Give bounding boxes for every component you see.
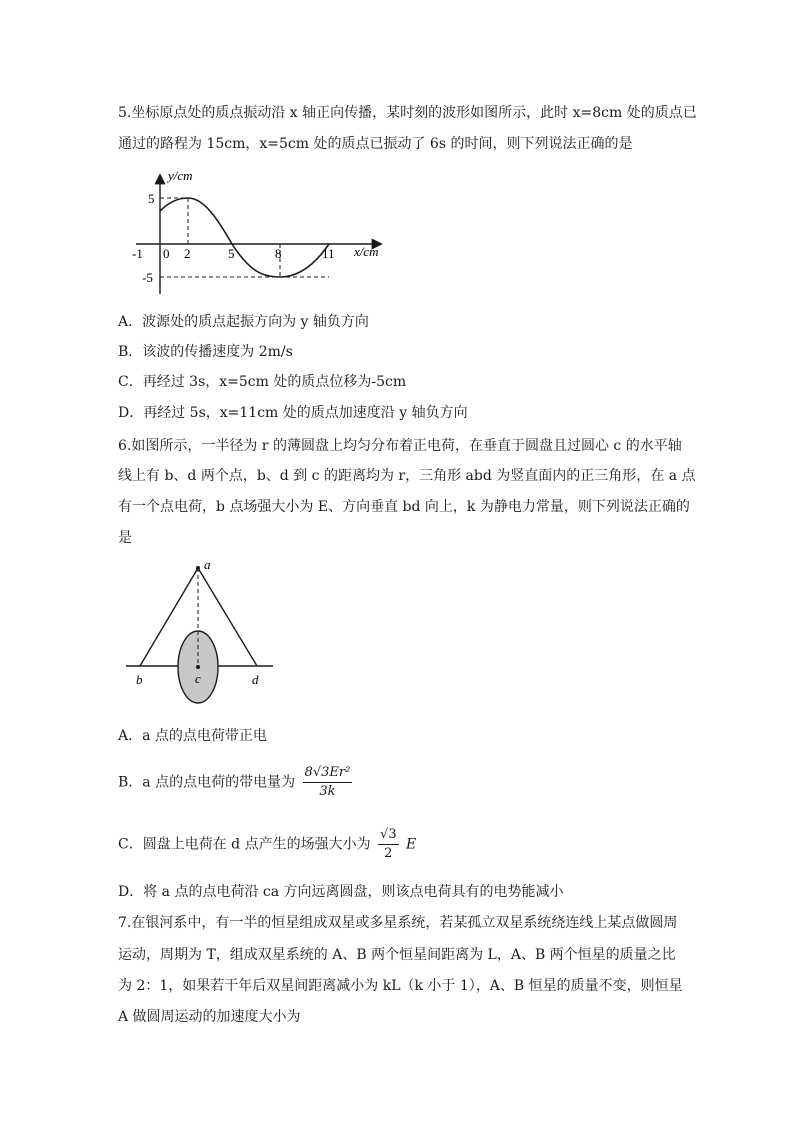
point-a (196, 566, 200, 570)
q6-stem-line1: 6.如图所示，一半径为 r 的薄圆盘上均匀分布着正电荷，在垂直于圆盘且过圆心 c 的水平轴 (118, 438, 682, 454)
q6-option-b-numerator: 8√3Er² (303, 764, 353, 783)
q6-option-d: D．将 a 点的点电荷沿 ca 方向远离圆盘，则该点电荷具有的电势能减小 (118, 884, 564, 900)
y-axis-label: y/cm (168, 168, 193, 183)
q7-stem-line1: 7.在银河系中，有一半的恒星组成双星或多星系统，若某孤立双星系统绕连线上某点做圆周 (118, 915, 678, 931)
q6-option-c (118, 826, 416, 863)
q6-stem-line4: 是 (118, 530, 132, 546)
q6-option-b-denominator: 3k (319, 784, 336, 799)
q5-stem-line1: 5.坐标原点处的质点振动沿 x 轴正向传播，某时刻的波形如图所示，此时 x=8cm 处的质点已 (118, 105, 697, 121)
q5-option-c: C．再经过 3s，x=5cm 处的质点位移为-5cm (118, 374, 407, 390)
x-tick-0: 0 (163, 246, 170, 261)
q5-option-a: A．波源处的质点起振方向为 y 轴负方向 (118, 314, 369, 330)
x-tick-8: 8 (275, 246, 282, 261)
q5-option-d: D．再经过 5s，x=11cm 处的质点加速度沿 y 轴负方向 (118, 405, 468, 421)
q6-option-a: A．a 点的点电荷带正电 (118, 728, 267, 744)
y-tick-5: 5 (148, 191, 155, 206)
q5-wave-graph (118, 166, 398, 302)
label-a: a (204, 557, 211, 572)
label-c: c (195, 671, 201, 686)
q6-option-b (118, 764, 355, 801)
q6-stem-line3: 有一个点电荷，b 点场强大小为 E、方向垂直 bd 向上，k 为静电力常量，则下列说法正确的 (118, 499, 690, 515)
q6-option-c-denominator: 2 (384, 846, 393, 861)
q6-option-b-fraction (303, 764, 353, 801)
q5-option-b: B．该波的传播速度为 2m/s (118, 344, 293, 360)
y-tick-neg5: -5 (142, 270, 153, 285)
q6-option-c-numerator: √3 (378, 826, 399, 845)
q6-option-c-fraction (378, 826, 399, 863)
q7-stem-line3: 为 2：1，如果若干年后双星间距离减小为 kL（k 小于 1），A、B 恒星的质量不变，则恒星 (118, 978, 683, 994)
q7-stem-line2: 运动，周期为 T，组成双星系统的 A、B 两个恒星间距离为 L，A、B 两个恒星的质量之比 (118, 947, 676, 963)
q6-stem-line2: 线上有 b、d 两个点，b、d 到 c 的距离均为 r，三角形 abd 为竖直面内的正三角形，在 a 点 (118, 468, 696, 484)
q6-option-b-text: B．a 点的点电荷的带电量为 (118, 774, 296, 791)
point-c (196, 665, 200, 669)
q5-stem-line2: 通过的路程为 15cm，x=5cm 处的质点已振动了 6s 的时间，则下列说法正确的是 (118, 136, 633, 152)
x-tick-2: 2 (184, 246, 191, 261)
label-b: b (136, 672, 143, 687)
x-axis-label: x/cm (354, 244, 379, 259)
x-tick-5: 5 (228, 246, 235, 261)
label-d: d (252, 672, 259, 687)
q6-option-c-text: C．圆盘上电荷在 d 点产生的场强大小为 (118, 836, 371, 853)
x-tick-11: 11 (322, 246, 335, 261)
q6-option-c-tail: E (406, 836, 417, 853)
q6-disk-figure (118, 556, 278, 706)
wave-curve (160, 198, 329, 277)
q7-stem-line4: A 做圆周运动的加速度大小为 (118, 1009, 301, 1025)
x-tick-neg1: -1 (132, 246, 143, 261)
